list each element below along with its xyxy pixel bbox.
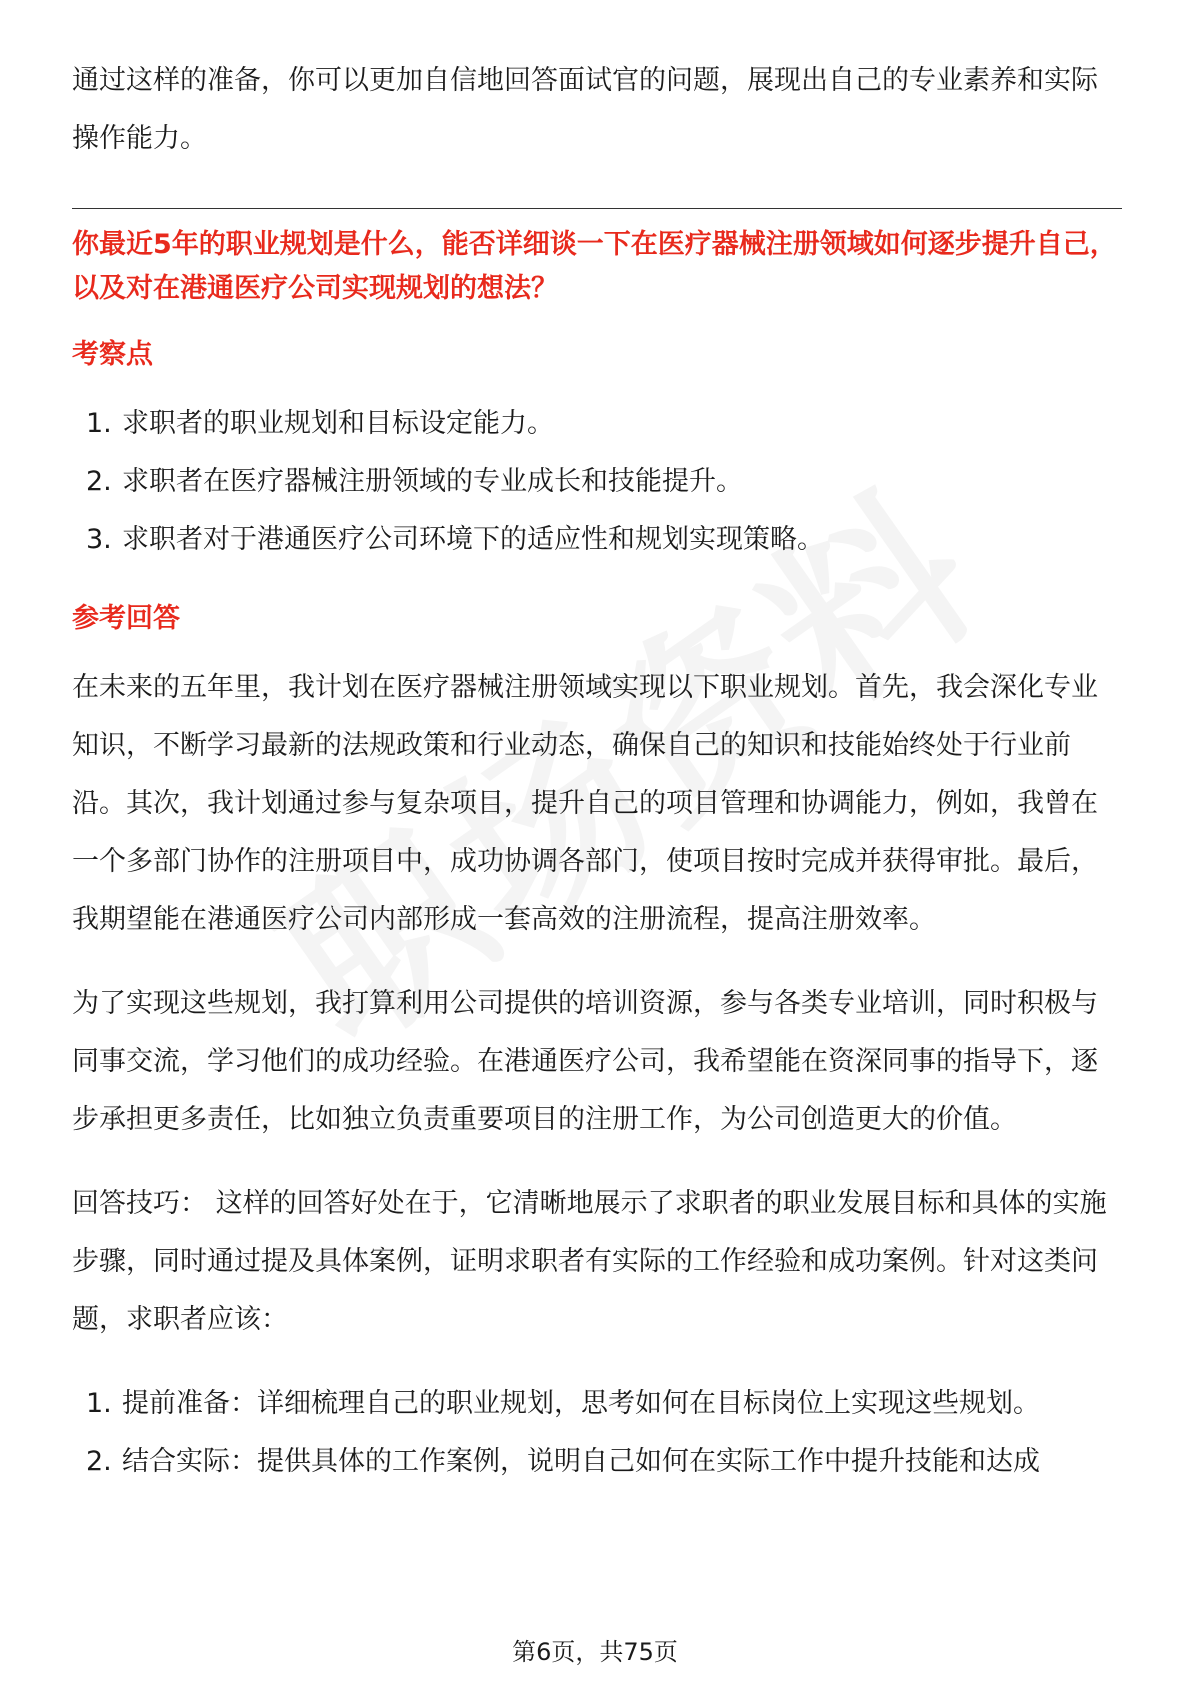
answer-heading: 参考回答 (72, 603, 180, 634)
points-heading: 考察点 (72, 339, 153, 370)
list-item: 3. 求职者对于港通医疗公司环境下的适应性和规划实现策略。 (86, 524, 824, 555)
list-item: 1. 求职者的职业规划和目标设定能力。 (86, 408, 554, 439)
answer-paragraph: 在未来的五年里，我计划在医疗器械注册领域实现以下职业规划。首先，我会深化专业知识，不断学习最新的法规政策和行业动态，确保自己的知识和技能始终处于行业前沿。其次，我计划通过参与复杂项目，提升自己的项目管理和协调能力，例如，我曾在一个多部门协作的注册项目中，成功协调各部门，使项目按时完成并获得审批。最后，我期望能在港通医疗公司内部形成一套高效的注册流程，提高注册效率。 (72, 672, 1098, 935)
page-content (72, 52, 1122, 1491)
interview-question: 你最近5年的职业规划是什么，能否详细谈一下在医疗器械注册领域如何逐步提升自己，以及对在港通医疗公司实现规划的想法？ (72, 229, 1117, 304)
tips-paragraph: 回答技巧： 这样的回答好处在于，它清晰地展示了求职者的职业发展目标和具体的实施步骤，同时通过提及具体案例，证明求职者有实际的工作经验和成功案例。针对这类问题，求职者应该： (72, 1188, 1107, 1335)
list-item: 1. 提前准备：详细梳理自己的职业规划，思考如何在目标岗位上实现这些规划。 (86, 1388, 1040, 1419)
list-item: 2. 求职者在医疗器械注册领域的专业成长和技能提升。 (86, 466, 743, 497)
list-item: 2. 结合实际：提供具体的工作案例，说明自己如何在实际工作中提升技能和达成 (86, 1446, 1040, 1477)
answer-paragraph: 为了实现这些规划，我打算利用公司提供的培训资源，参与各类专业培训，同时积极与同事交流，学习他们的成功经验。在港通医疗公司，我希望能在资深同事的指导下，逐步承担更多责任，比如独立负责重要项目的注册工作，为公司创造更大的价值。 (72, 988, 1098, 1135)
intro-paragraph: 通过这样的准备，你可以更加自信地回答面试官的问题，展现出自己的专业素养和实际操作能力。 (72, 65, 1098, 154)
tips-list (72, 1375, 1122, 1491)
points-list (72, 395, 1122, 569)
section-divider (72, 208, 1122, 209)
page-footer: 第6页，共75页 (512, 1638, 678, 1666)
